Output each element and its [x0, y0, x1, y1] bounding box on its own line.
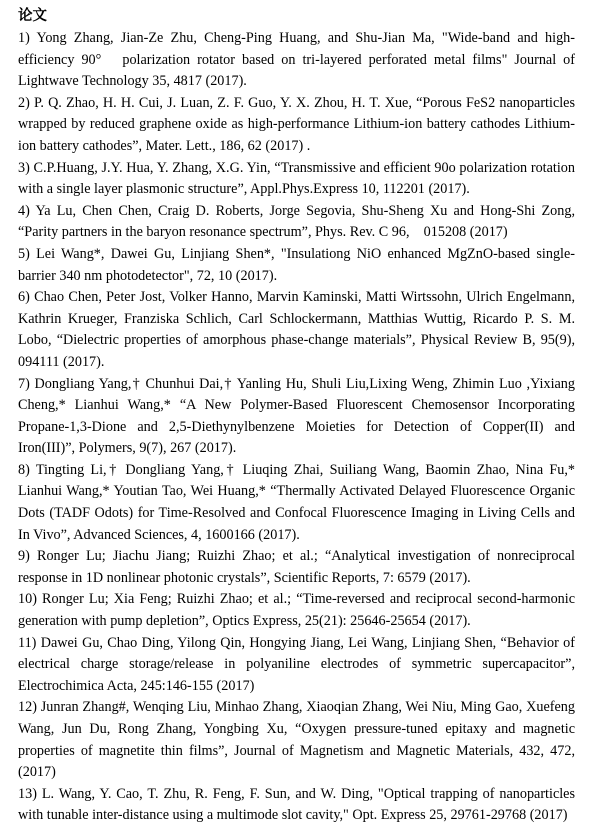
reference-item: 5) Lei Wang*, Dawei Gu, Linjiang Shen*, "Insulationg NiO enhanced MgZnO-based single-barrier 340 nm photodetector", 72, 10 (2017). — [18, 245, 575, 284]
publication-list-page — [18, 4, 575, 827]
reference-item: 9) Ronger Lu; Jiachu Jiang; Ruizhi Zhao; et al.; “Analytical investigation of nonreciprocal response in 1D nonlinear photonic crystals”, Scientific Reports, 7: 6579 (2017). — [18, 548, 575, 586]
reference-item: 2) P. Q. Zhao, H. H. Cui, J. Luan, Z. F. Guo, Y. X. Zhou, H. T. Xue, “Porous FeS2 nanoparticles wrapped by reduced graphene oxide as high-performance Lithium-ion battery cathodes Lithium-ion battery cathodes”, Mater. Lett., 186, 62 (2017) . — [18, 94, 575, 154]
reference-item: 1) Yong Zhang, Jian-Ze Zhu, Cheng-Ping Huang, and Shu-Jian Ma, "Wide-band and high-efficiency 90° polarization rotator based on tri-layered perforated metal films" Journal of Lightwave Technology 35, 4817 (2017). — [18, 30, 575, 90]
section-heading: 论文 — [18, 8, 47, 24]
reference-item: 10) Ronger Lu; Xia Feng; Ruizhi Zhao; et al.; “Time-reversed and reciprocal second-harmonic generation with pump depletion”, Optics Express, 25(21): 25646-25654 (2017). — [18, 591, 575, 630]
reference-item: 6) Chao Chen, Peter Jost, Volker Hanno, Marvin Kaminski, Matti Wirtssohn, Ulrich Engelmann, Kathrin Krueger, Franziska Schlich, Carl Schlockermann, Matthias Wuttig, Ricardo P. S. M. Lobo, “Dielectric properties of amorphous phase-change materials”, Physical Review B, 95(9), 094111 (2017). — [18, 289, 575, 370]
reference-item: 13) L. Wang, Y. Cao, T. Zhu, R. Feng, F. Sun, and W. Ding, "Optical trapping of nanoparticles with tunable inter-distance using a multimode slot cavity," Opt. Express 25, 29761-29768 (2017) — [18, 785, 575, 824]
reference-item: 11) Dawei Gu, Chao Ding, Yilong Qin, Hongying Jiang, Lei Wang, Linjiang Shen, “Behavior of electrical charge storage/release in polyaniline electrodes of symmetric supercapacitor”, Electrochimica Acta, 245:146-155 (2017) — [18, 634, 575, 694]
reference-item: 3) C.P.Huang, J.Y. Hua, Y. Zhang, X.G. Yin, “Transmissive and efficient 90o polarization rotation with a single layer plasmonic structure”, Appl.Phys.Express 10, 112201 (2017). — [18, 159, 575, 198]
reference-item: 8) Tingting Li,† Dongliang Yang,† Liuqing Zhai, Suiliang Wang, Baomin Zhao, Nina Fu,* Lianhui Wang,* Youtian Tao, Wei Huang,* “Thermally Activated Delayed Fluorescence Organic Dots (TADF Odots) for Time-Resolved and Confocal Fluorescence Imaging in Living Cells and In Vivo”, Advanced Sciences, 4, 1600166 (2017). — [18, 461, 575, 543]
reference-item: 12) Junran Zhang#, Wenqing Liu, Minhao Zhang, Xiaoqian Zhang, Wei Niu, Ming Gao, Xuefeng Wang, Jun Du, Rong Zhang, Yongbing Xu, “Oxygen pressure-tuned epitaxy and magnetic properties of magnetite thin films”, Journal of Magnetism and Magnetic Materials, 432, 472, (2017) — [18, 699, 575, 781]
reference-item: 7) Dongliang Yang,† Chunhui Dai,† Yanling Hu, Shuli Liu,Lixing Weng, Zhimin Luo ,Yixiang Cheng,* Lianhui Wang,* “A New Polymer-Based Fluorescent Chemosensor Incorporating Propane-1,3-Dione and 2,5-Diethynylbenzene Moieties for Detection of Copper(II) and Iron(III)”, Polymers, 9(7), 267 (2017). — [18, 375, 575, 457]
reference-item: 4) Ya Lu, Chen Chen, Craig D. Roberts, Jorge Segovia, Shu-Sheng Xu and Hong-Shi Zong, “Parity partners in the baryon resonance spectrum”, Phys. Rev. C 96, 015208 (2017) — [18, 202, 575, 241]
